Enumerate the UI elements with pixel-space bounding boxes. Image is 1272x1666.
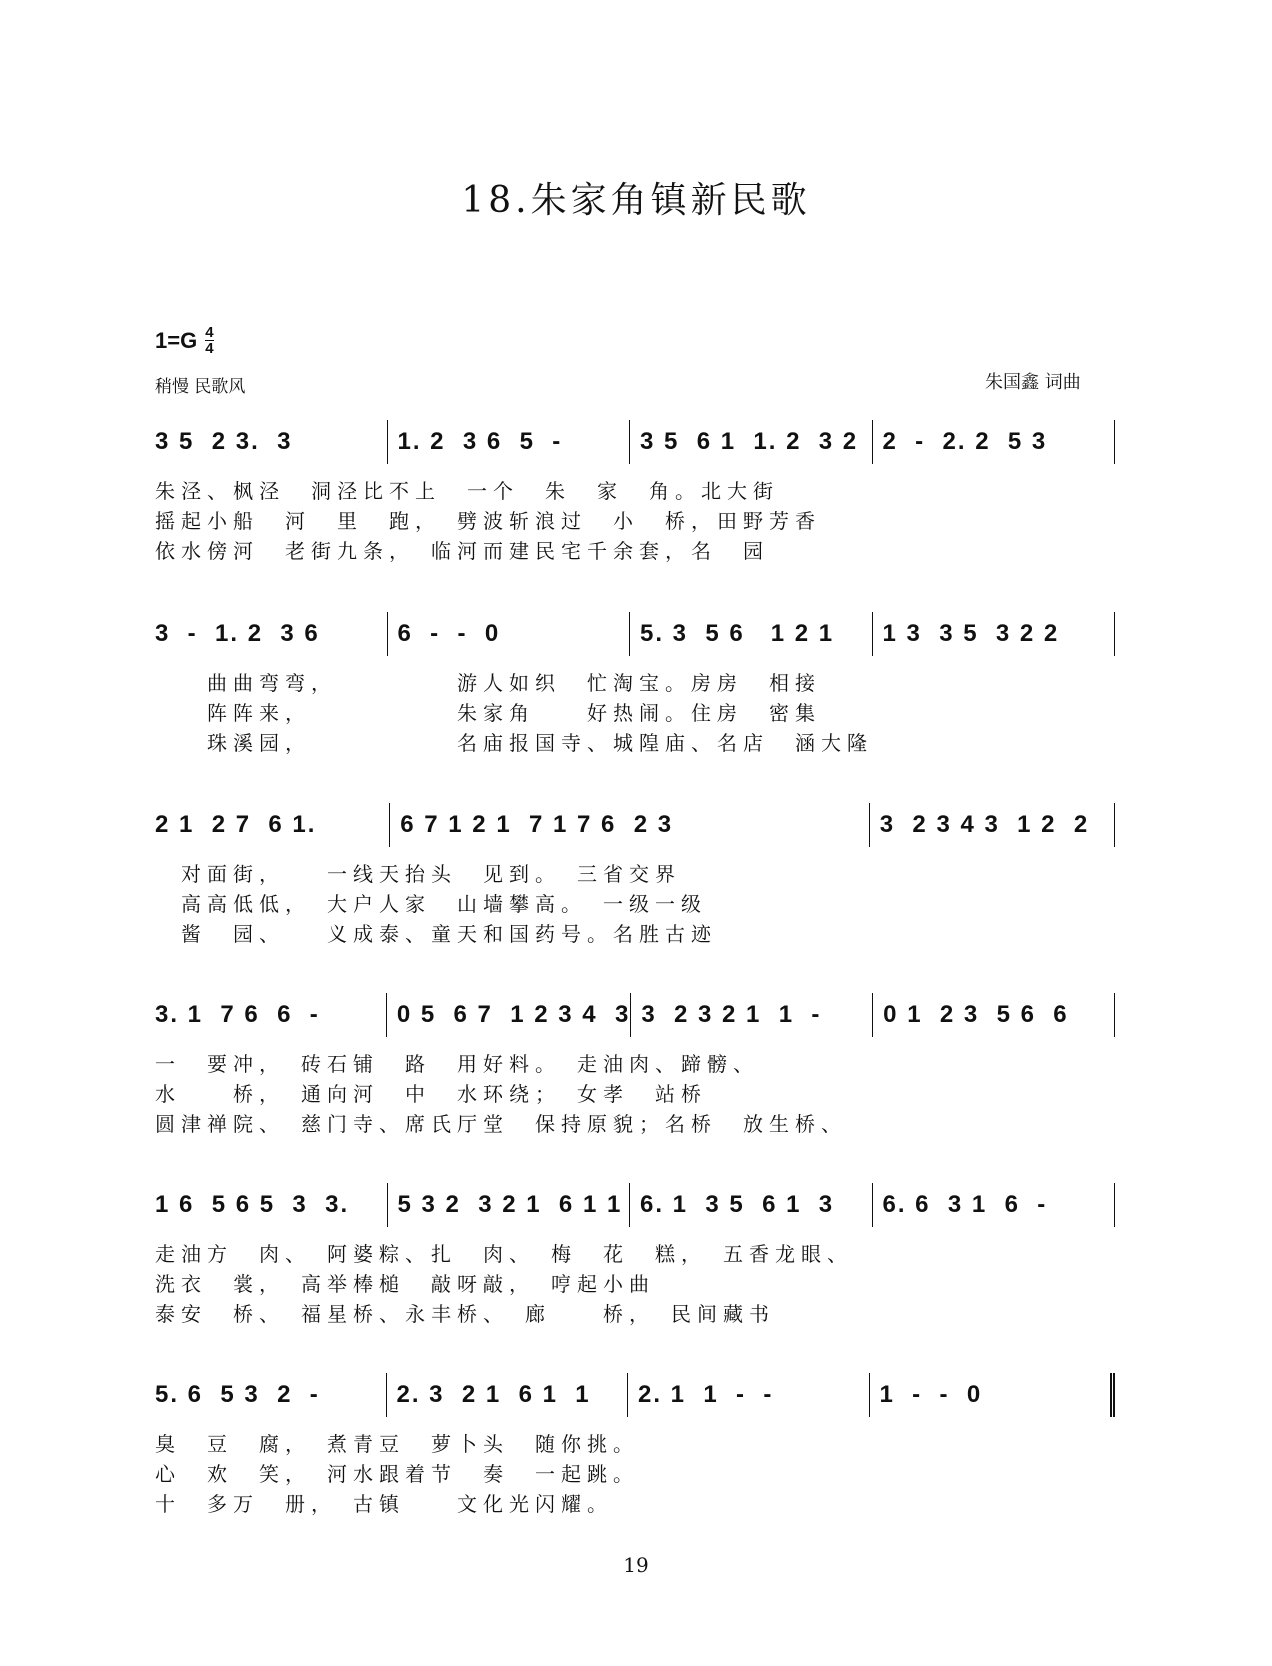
music-system [155, 993, 1115, 1139]
lyric-line-verse-3: 十 多万 册， 古镇 文化光闪耀。 [155, 1492, 613, 1516]
measure: 1 - - 0 [870, 1373, 1116, 1417]
lyric-line-verse-2: 高高低低， 大户人家 山墙攀高。 一级一级 [155, 892, 707, 916]
lyric-line-verse-3: 依水傍河 老街九条， 临河而建民宅千余套，名 园 [155, 539, 769, 563]
measure: 6. 1 3 5 6 1 3 [630, 1183, 873, 1227]
lyric-line-verse-3: 酱 园、 义成泰、童天和国药号。名胜古迹 [155, 922, 717, 946]
measure: 3 5 6 1 1. 2 3 2 [630, 420, 873, 464]
tempo-marking: 稍慢 民歌风 [155, 377, 246, 397]
measure: 0 1 2 3 5 6 6 [873, 993, 1115, 1037]
measure: 6 - - 0 [388, 612, 631, 656]
lyric-line-verse-3: 泰安 桥、 福星桥、永丰桥、 廊 桥， 民间藏书 [155, 1302, 775, 1326]
notation-line [155, 612, 1115, 656]
measure: 3 2 3 2 1 1 - [631, 993, 873, 1037]
measure: 2 - 2. 2 5 3 [873, 420, 1116, 464]
measure: 2. 3 2 1 6 1 1 [387, 1373, 629, 1417]
notation-line [155, 1183, 1115, 1227]
lyric-line-verse-2: 摇起小船 河 里 跑， 劈波斩浪过 小 桥，田野芳香 [155, 509, 821, 533]
measure: 1 3 3 5 3 2 2 [873, 612, 1116, 656]
time-signature [205, 325, 213, 356]
measure: 6 7 1 2 1 7 1 7 6 2 3 [390, 803, 870, 847]
lyric-line-verse-2: 阵阵来， 朱家角 好热闹。住房 密集 [155, 701, 821, 725]
author-credit: 朱国鑫 词曲 [985, 372, 1081, 393]
lyric-line-verse-3: 圆津禅院、 慈门寺、席氏厅堂 保持原貌；名桥 放生桥、 [155, 1112, 847, 1136]
time-top: 4 [205, 324, 214, 341]
notation-line [155, 420, 1115, 464]
measure: 6. 6 3 1 6 - [873, 1183, 1116, 1227]
lyric-line-verse-1: 曲曲弯弯， 游人如织 忙淘宝。房房 相接 [155, 671, 821, 695]
measure: 5 3 2 3 2 1 6 1 1 [388, 1183, 631, 1227]
measure: 3 5 2 3. 3 [155, 420, 388, 464]
measure: 3. 1 7 6 6 - [155, 993, 387, 1037]
measure: 0 5 6 7 1 2 3 4 3 [387, 993, 631, 1037]
measure: 5. 3 5 6 1 2 1 [630, 612, 873, 656]
measure: 2. 1 1 - - [628, 1373, 870, 1417]
measure: 5. 6 5 3 2 - [155, 1373, 387, 1417]
song-title: 18.朱家角镇新民歌 [461, 180, 811, 221]
time-bottom: 4 [205, 340, 214, 357]
measure: 1 6 5 6 5 3 3. [155, 1183, 388, 1227]
music-system [155, 1373, 1115, 1519]
music-system [155, 420, 1115, 566]
lyric-line-verse-2: 水 桥， 通向河 中 水环绕； 女孝 站桥 [155, 1082, 707, 1106]
measure: 3 - 1. 2 3 6 [155, 612, 388, 656]
key-label: 1=G [155, 327, 198, 353]
lyric-line-verse-1: 走油方 肉、 阿婆粽、扎 肉、 梅 花 糕， 五香龙眼、 [155, 1242, 853, 1266]
lyric-line-verse-1: 一 要冲， 砖石铺 路 用好料。 走油肉、蹄髈、 [155, 1052, 759, 1076]
music-system [155, 1183, 1115, 1329]
lyric-line-verse-1: 臭 豆 腐， 煮青豆 萝卜头 随你挑。 [155, 1432, 639, 1456]
measure: 1. 2 3 6 5 - [388, 420, 631, 464]
key-signature [155, 325, 214, 356]
measure: 2 1 2 7 6 1. [155, 803, 390, 847]
lyric-line-verse-1: 对面街， 一线天抬头 见到。 三省交界 [155, 862, 681, 886]
lyric-line-verse-2: 洗衣 裳， 高举棒槌 敲呀敲， 哼起小曲 [155, 1272, 655, 1296]
notation-line [155, 1373, 1115, 1417]
notation-line [155, 803, 1115, 847]
notation-line [155, 993, 1115, 1037]
measure: 3 2 3 4 3 1 2 2 [870, 803, 1115, 847]
music-system [155, 803, 1115, 949]
lyric-line-verse-3: 珠溪园， 名庙报国寺、城隍庙、名店 涵大隆 [155, 731, 873, 755]
lyric-line-verse-1: 朱泾、枫泾 洞泾比不上 一个 朱 家 角。北大街 [155, 479, 779, 503]
page-number: 19 [623, 1553, 649, 1577]
lyric-line-verse-2: 心 欢 笑， 河水跟着节 奏 一起跳。 [155, 1462, 639, 1486]
music-system [155, 612, 1115, 758]
